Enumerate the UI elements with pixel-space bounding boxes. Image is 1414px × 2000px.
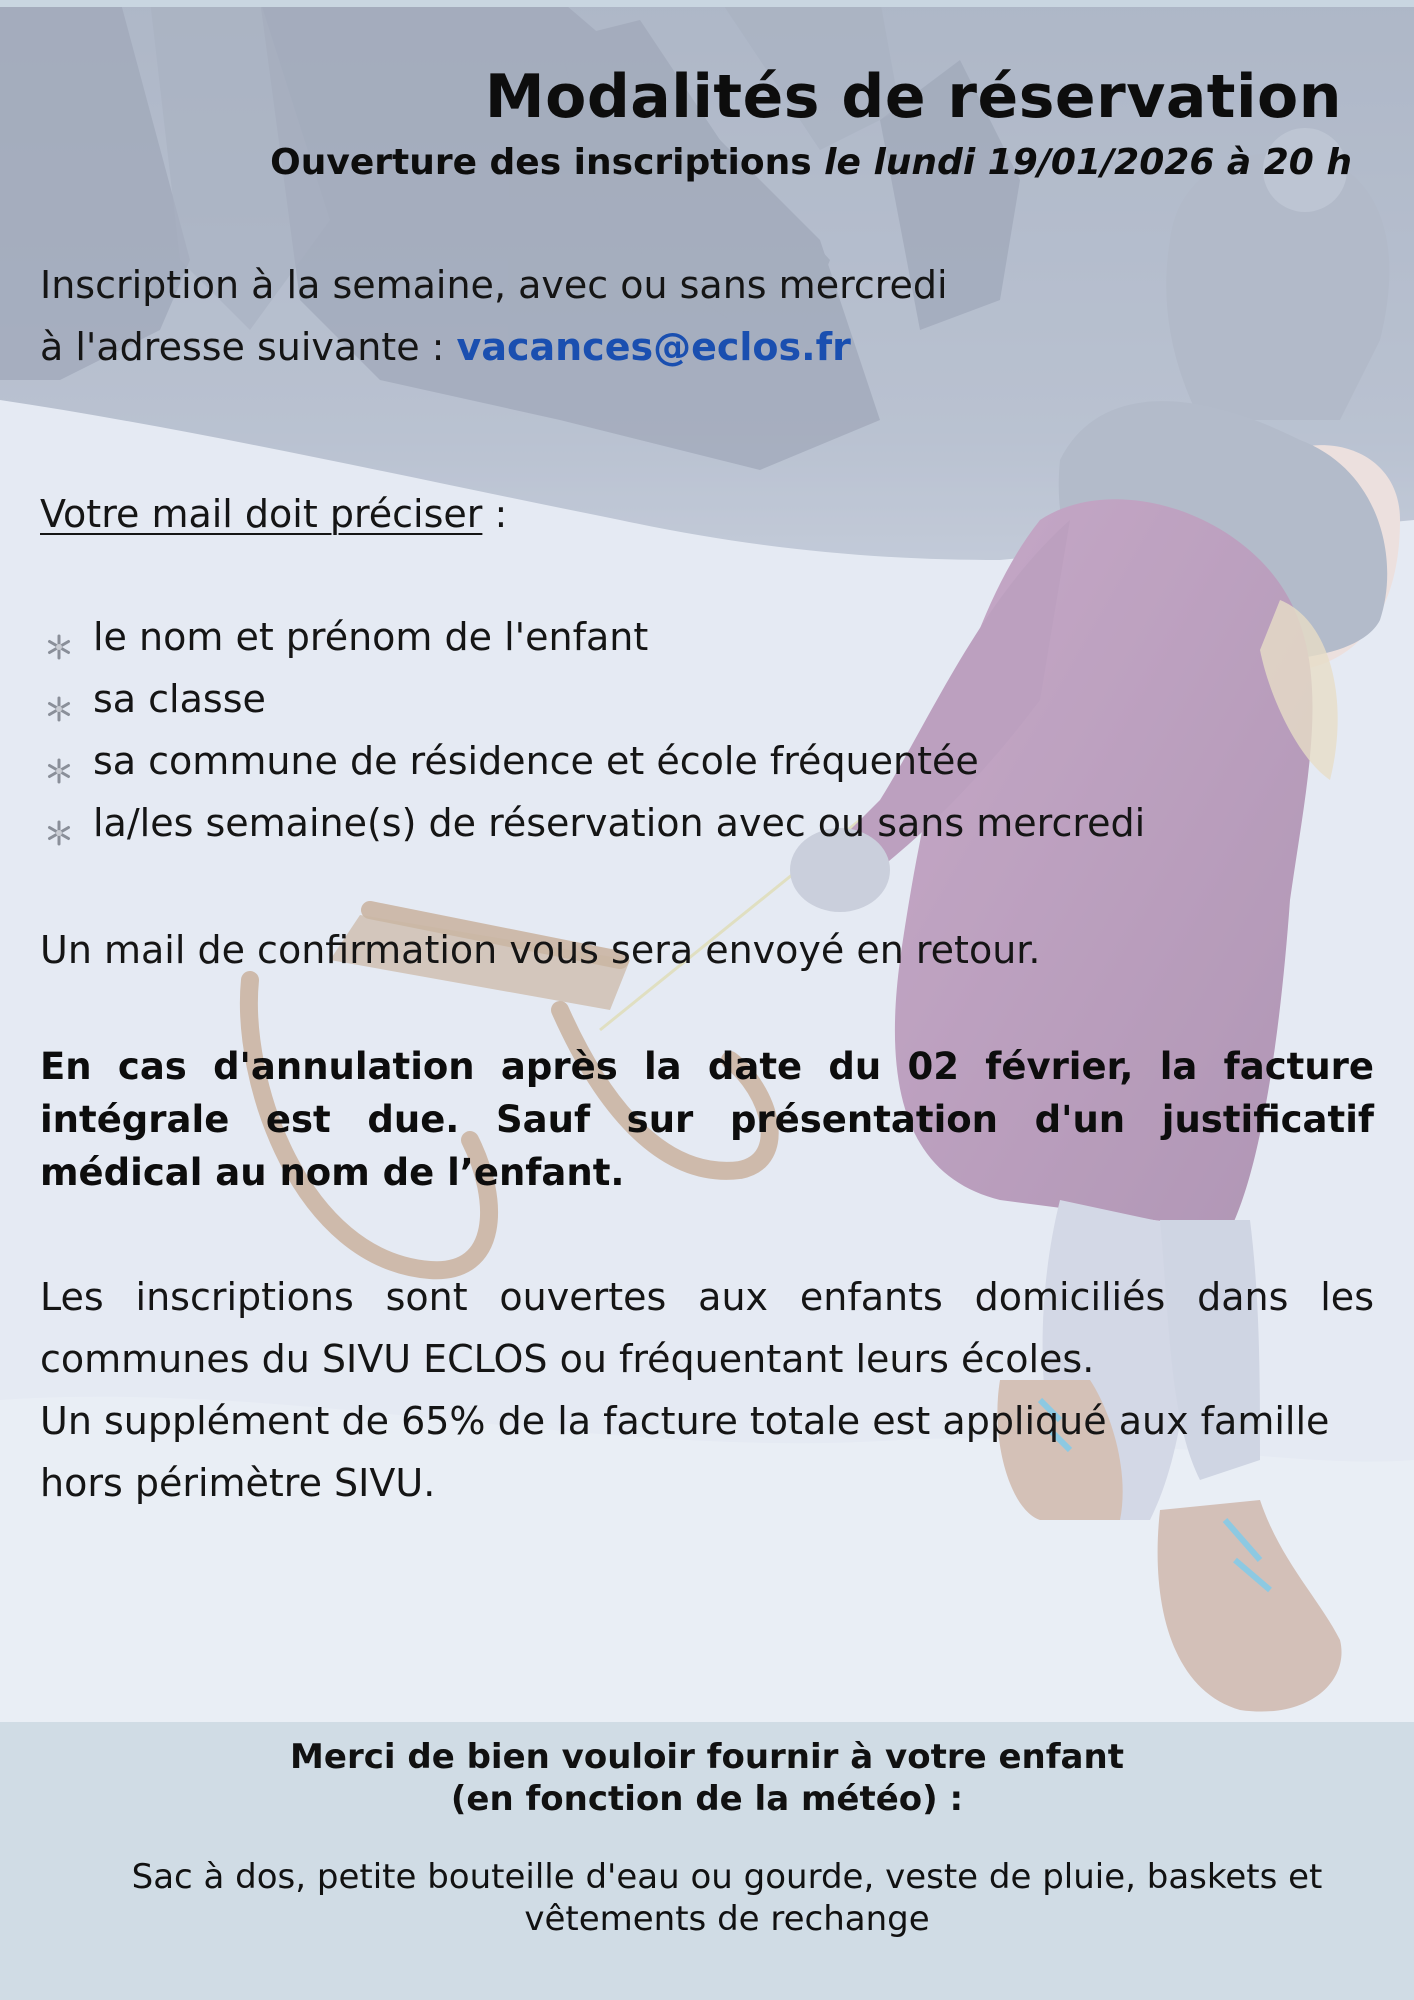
footer-title-line-2: (en fonction de la météo) :: [450, 1779, 964, 1819]
mail-requirements-heading: [40, 483, 1374, 545]
mail-item-text: le nom et prénom de l'enfant: [93, 615, 649, 659]
confirmation-note: Un mail de confirmation vous sera envoyé en retour.: [40, 928, 1041, 972]
footer-supplies: [0, 1722, 1414, 2000]
footer-title: [0, 1736, 1414, 1820]
email-link[interactable]: vacances@eclos.fr: [456, 325, 851, 369]
intro-line-2-prefix: à l'adresse suivante :: [40, 325, 457, 369]
list-item: [40, 668, 1145, 730]
mail-requirements-list: [40, 606, 1145, 854]
footer-title-line-1: Merci de bien vouloir fournir à votre enfant: [290, 1737, 1124, 1777]
page-title: Modalités de réservation: [484, 62, 1342, 132]
snowflake-icon: [46, 634, 72, 660]
snowflake-icon: [46, 758, 72, 784]
mail-item-text: sa classe: [93, 677, 266, 721]
list-item: [40, 606, 1145, 668]
subtitle-lead: Ouverture des inscriptions: [270, 142, 825, 183]
list-item: [40, 792, 1145, 854]
intro-line-1: Inscription à la semaine, avec ou sans mercredi: [40, 263, 948, 307]
registration-opening: [270, 142, 1352, 183]
eligibility-line-1: Les inscriptions sont ouvertes aux enfants domiciliés dans les communes du SIVU ECLOS ou fréquentant leurs écoles.: [40, 1275, 1374, 1381]
eligibility-line-2: Un supplément de 65% de la facture totale est appliqué aux famille hors périmètre SIVU.: [40, 1399, 1330, 1505]
mail-heading-label: Votre mail doit préciser: [40, 492, 483, 536]
footer-items: Sac à dos, petite bouteille d'eau ou gourde, veste de pluie, baskets et vêtements de rechange: [131, 1857, 1323, 1939]
eligibility-paragraph: [40, 1266, 1374, 1514]
list-item: [40, 730, 1145, 792]
cancellation-policy: En cas d'annulation après la date du 02 février, la facture intégrale est due. Sauf sur présentation d'un justificatif médical au nom de l’enfant.: [40, 1045, 1374, 1194]
snowflake-icon: [46, 696, 72, 722]
top-strip: [0, 0, 1414, 7]
mail-item-text: la/les semaine(s) de réservation avec ou sans mercredi: [93, 801, 1146, 845]
mail-item-text: sa commune de résidence et école fréquentée: [93, 739, 979, 783]
subtitle-date: le lundi 19/01/2026 à 20 h: [824, 142, 1352, 183]
intro-paragraph: [40, 254, 1374, 378]
mail-heading-suffix: :: [482, 492, 508, 536]
intro-line-2: [40, 316, 1374, 378]
snowflake-icon: [46, 820, 72, 846]
